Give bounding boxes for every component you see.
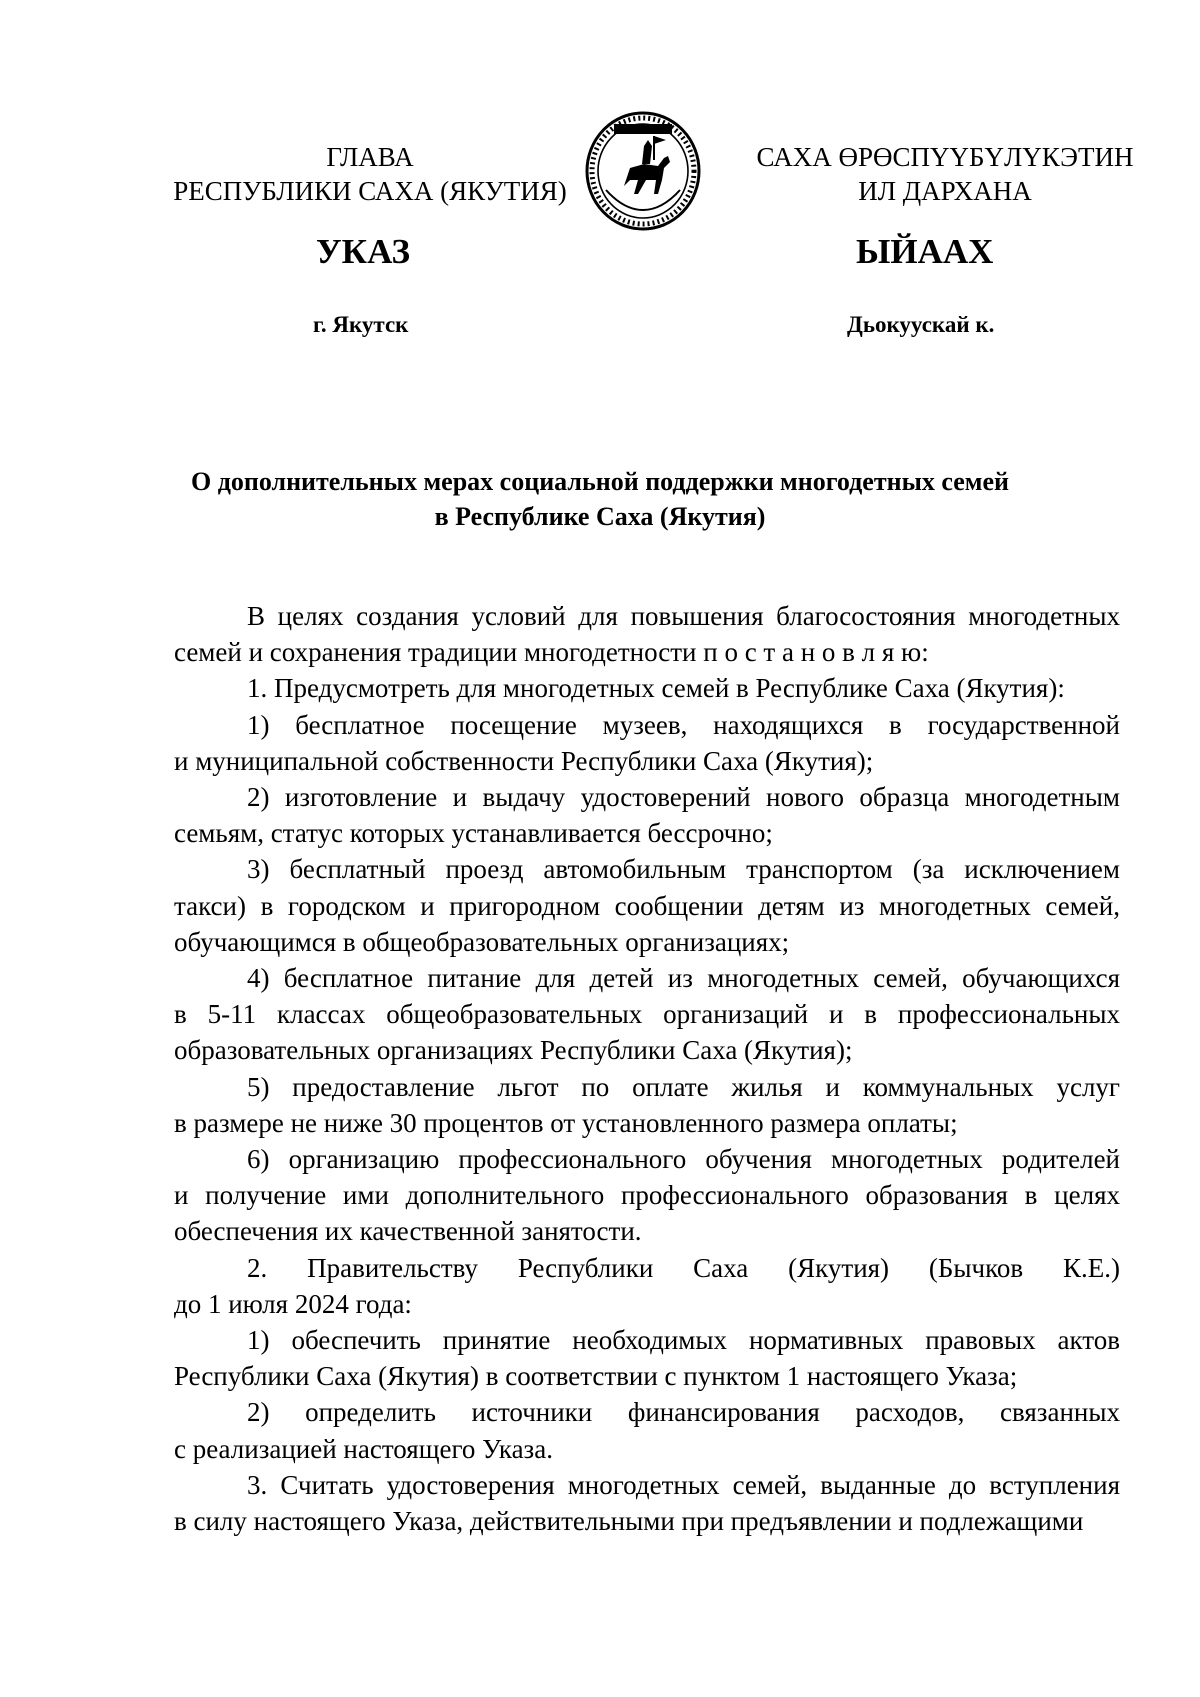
paragraph-line: В целях создания условий для повышения благосостояния многодетных [247,601,1120,631]
paragraph-line: в 5-11 классах общеобразовательных организаций и в профессиональных [174,999,1120,1030]
header-left-ru [120,140,620,208]
paragraph-line: такси) в городском и пригородном сообщении детям из многодетных семей, [174,890,1120,921]
body-paragraph [174,1069,1120,1141]
paragraph-line: и муниципальной собственности Республики Саха (Якутия); [174,745,874,776]
paragraph-line: 3) бесплатный проезд автомобильным транспортом (за исключением [247,854,1120,885]
decree-label-ru: УКАЗ [316,232,410,271]
paragraph-line: 3. Считать удостоверения многодетных семей, выданные до вступления [247,1469,1120,1500]
paragraph-line: обеспечения их качественной занятости. [174,1216,642,1247]
paragraph-line: 2) изготовление и выдачу удостоверений нового образца многодетным [247,782,1120,813]
paragraph-line: 6) организацию профессионального обучения многодетных родителей [247,1144,1120,1175]
header-left-line: ГЛАВА [326,142,414,172]
body-paragraph [174,1141,1120,1250]
paragraph-line: семьям, статус которых устанавливается бессрочно; [174,818,773,849]
paragraph-line: и получение ими дополнительного профессионального образования в целях [174,1180,1120,1211]
header-right-sakha [730,140,1160,208]
sakha-emblem-icon [584,110,702,232]
decree-body [174,598,1120,1539]
paragraph-line: Республики Саха (Якутия) в соответствии с пунктом 1 настоящего Указа; [174,1361,1018,1392]
paragraph-line: 2. Правительству Республики Саха (Якутия) (Бычков К.Е.) [247,1252,1120,1283]
body-paragraph [174,779,1120,851]
header-right-line: ИЛ ДАРХАНА [858,176,1032,206]
paragraph-line: 1. Предусмотреть для многодетных семей в Республике Саха (Якутия): [247,673,1065,704]
paragraph-line: 4) бесплатное питание для детей из многодетных семей, обучающихся [247,963,1120,994]
paragraph-line: в размере не ниже 30 процентов от установленного размера оплаты; [174,1107,958,1138]
paragraph-line: 1) обеспечить принятие необходимых нормативных правовых актов [247,1325,1120,1356]
city-sakha: Дьокуускай к. [847,312,995,337]
body-paragraph [174,851,1120,960]
city-ru: г. Якутск [313,312,409,337]
title-line: О дополнительных мерах социальной поддержки многодетных семей [190,467,1010,496]
body-paragraph [174,960,1120,1069]
body-paragraph [174,707,1120,779]
body-paragraph [174,598,1120,670]
paragraph-line: с реализацией настоящего Указа. [174,1433,553,1464]
document-title [120,464,1080,534]
paragraph-line: обучающимся в общеобразовательных организациях; [174,926,790,957]
body-paragraph [174,1394,1120,1466]
paragraph-line: 5) предоставление льгот по оплате жилья и коммунальных услуг [247,1071,1120,1102]
header-right-line: САХА ӨРӨСПҮҮБҮЛҮКЭТИН [756,142,1134,172]
header-left-line: РЕСПУБЛИКИ САХА (ЯКУТИЯ) [173,176,567,206]
body-paragraph [174,1322,1120,1394]
paragraph-line: 2) определить источники финансирования расходов, связанных [247,1397,1120,1428]
paragraph-line: семей и сохранения традиции многодетности п о с т а н о в л я ю: [174,637,929,668]
body-paragraph [174,670,1120,706]
paragraph-line: образовательных организациях Республики Саха (Якутия); [174,1035,853,1066]
body-paragraph [174,1467,1120,1539]
body-paragraph [174,1250,1120,1322]
paragraph-line: в силу настоящего Указа, действительными при предъявлении и подлежащими [174,1506,1084,1537]
paragraph-line: до 1 июля 2024 года: [174,1288,412,1319]
title-line: в Республике Саха (Якутия) [434,502,766,531]
decree-label-sakha: ЫЙААХ [856,232,994,271]
paragraph-line: 1) бесплатное посещение музеев, находящихся в государственной [247,709,1120,740]
